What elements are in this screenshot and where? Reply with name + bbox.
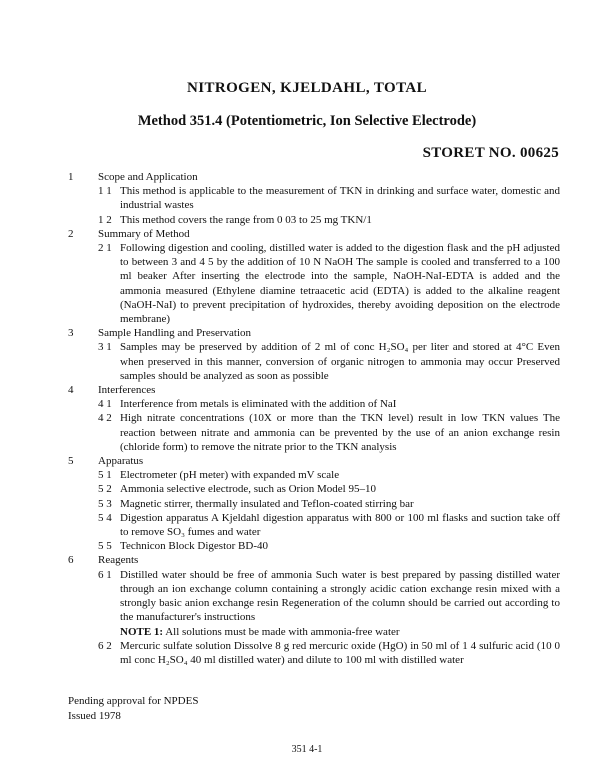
- storet-number: STORET NO. 00625: [422, 145, 559, 161]
- subsection-text: High nitrate concentrations (10X or more than the TKN level) result in low TKN values The reaction between nitrate and ammonia can be prevented by the use of an anion exchange resin (chloride form) to remove the nitrate prior to the TKN analysis: [120, 412, 560, 453]
- subsection: [98, 411, 560, 454]
- subsection-text: Ammonia selective electrode, such as Orion Model 95–10: [120, 483, 376, 496]
- section-number: 2: [68, 227, 74, 240]
- section-heading: [68, 170, 560, 184]
- note-text: All solutions must be made with ammonia-free water: [163, 625, 400, 638]
- subsection-text: Magnetic stirrer, thermally insulated and Teflon-coated stirring bar: [120, 497, 414, 510]
- subsection-number: 1 2: [98, 213, 112, 226]
- section-title: Summary of Method: [98, 227, 190, 240]
- subsection-text: This method covers the range from 0 03 to 25 mg TKN/1: [120, 213, 372, 226]
- subsection-number: 4 2: [98, 412, 112, 425]
- subsection-number: 6 2: [98, 639, 112, 652]
- subsection-text: Electrometer (pH meter) with expanded mV scale: [120, 469, 340, 482]
- section-title: Interferences: [98, 384, 156, 397]
- subsection: [98, 340, 560, 383]
- approval-note: Pending approval for NPDES: [68, 695, 199, 707]
- subsection-number: 4 1: [98, 398, 112, 411]
- subsection: [98, 482, 560, 496]
- subsection-text: [120, 568, 560, 639]
- subsection-number: 2 1: [98, 242, 112, 255]
- subsection-text: Interference from metals is eliminated with the addition of NaI: [120, 398, 397, 411]
- section-heading: [68, 227, 560, 241]
- subsection: [98, 397, 560, 411]
- subsection: [98, 539, 560, 553]
- section-number: 3: [68, 327, 74, 340]
- subsection: [98, 241, 560, 326]
- section-number: 1: [68, 171, 74, 183]
- subsection-text: Mercuric sulfate solution Dissolve 8 g red mercuric oxide (HgO) in 50 ml of 1 4 sulfuric acid (10 0 ml conc H₂SO₄ 40 ml distilled water) and dilute to 100 ml with distilled water: [120, 639, 560, 666]
- subsection-text: Samples may be preserved by addition of 2 ml of conc H₂SO₄ per liter and stored at 4°C Even when preserved in this manner, conversion of organic nitrogen to ammonia may occur Preserved samples should be analyzed as soon as possible: [120, 341, 560, 382]
- section-heading: [68, 383, 560, 397]
- subsection-text: This method is applicable to the measurement of TKN in drinking and surface water, domestic and industrial wastes: [120, 185, 560, 212]
- method-subtitle: Method 351.4 (Potentiometric, Ion Selective Electrode): [137, 113, 477, 129]
- subsection-text: Following digestion and cooling, distilled water is added to the digestion flask and the pH adjusted to between 3 and 4 5 by the addition of 10 N NaOH The sample is cooled and transferred to a 100 ml beaker After inserting the electrode into the sample, NaOH-NaI-EDTA is added and the ammonia measured (Ethylene diamine tetraacetic acid (EDTA) is added to the alkaline reagent (NaOH-NaI) to prevent precipitation of hydroxides, thereby avoiding deposition on the electrode membrane): [120, 242, 560, 326]
- subsection-number: 5 2: [98, 483, 112, 496]
- page-number: 351 4-1: [291, 744, 323, 755]
- section-heading: [68, 553, 560, 567]
- document-body: [68, 170, 560, 667]
- section-title: Scope and Application: [98, 171, 198, 183]
- subsection: [98, 639, 560, 667]
- subsection-number: 5 4: [98, 511, 112, 524]
- subsection-number: 5 1: [98, 469, 112, 482]
- note-label: NOTE 1:: [120, 625, 164, 638]
- subsection: [98, 184, 560, 212]
- subsection: [98, 568, 560, 639]
- subsection-text: Technicon Block Digestor BD-40: [120, 540, 269, 553]
- section-number: 6: [68, 554, 74, 567]
- subsection-number: 1 1: [98, 185, 112, 198]
- subsection: [98, 511, 560, 539]
- subsection-number: 5 3: [98, 497, 112, 510]
- subsection: [98, 213, 560, 227]
- section-title: Reagents: [98, 554, 139, 567]
- footer-notes: [68, 694, 198, 723]
- subsection-number: 6 1: [98, 568, 112, 581]
- subsection-number: 3 1: [98, 341, 112, 354]
- subsection-text: Digestion apparatus A Kjeldahl digestion apparatus with 800 or 100 ml flasks and suction take off to remove SO₃ fumes and water: [120, 511, 560, 539]
- section-heading: [68, 454, 560, 468]
- section-number: 4: [68, 384, 74, 397]
- section-title: Apparatus: [98, 455, 144, 468]
- subsection: [98, 497, 560, 511]
- subsection-number: 5 5: [98, 540, 112, 553]
- subsection: [98, 468, 560, 482]
- section-heading: [68, 326, 560, 340]
- section-number: 5: [68, 455, 74, 468]
- issued-note: Issued 1978: [68, 709, 121, 722]
- document-title: NITROGEN, KJELDAHL, TOTAL: [186, 80, 428, 96]
- section-title: Sample Handling and Preservation: [98, 327, 252, 340]
- reagent-water-text: Distilled water should be free of ammonia Such water is best prepared by passing distilled water through an ion exchange column containing a strongly acidic cation exchange resin mixed with a strongly basic anion exchange resin Regeneration of the column should be carried out according to the manufacturer's instructions: [120, 568, 560, 624]
